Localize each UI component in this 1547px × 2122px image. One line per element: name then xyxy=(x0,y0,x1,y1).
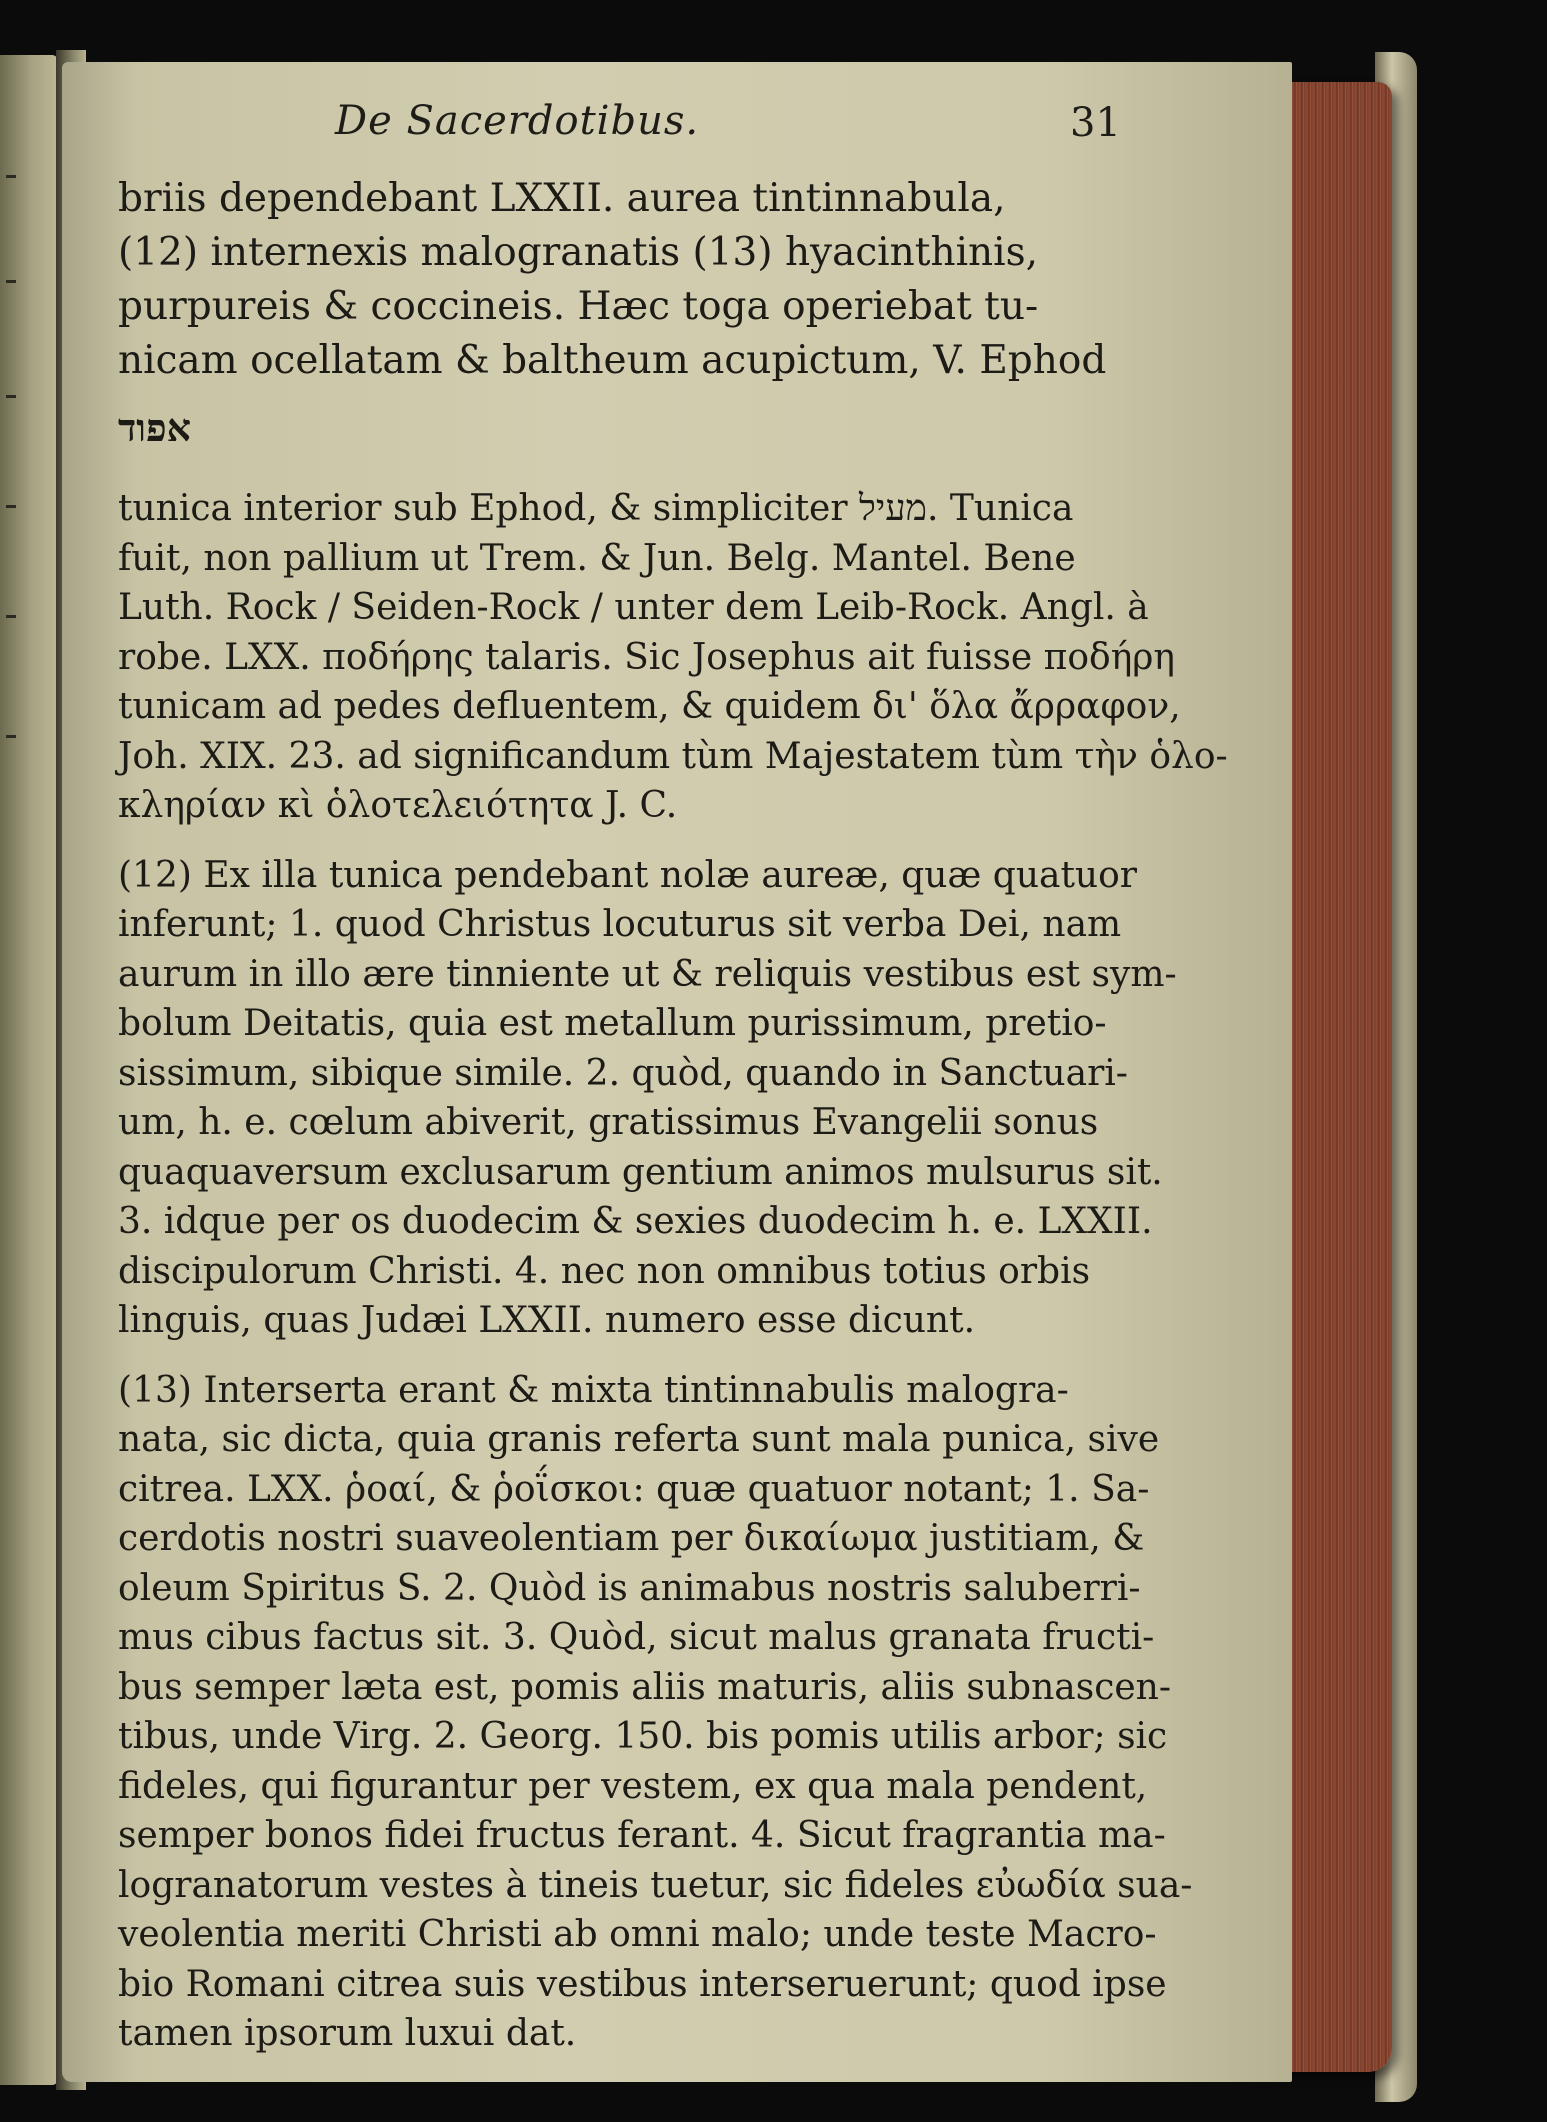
ink-mark xyxy=(6,735,16,738)
text-line: briis dependebant LXXII. aurea tintinnabula, xyxy=(118,176,1006,221)
previous-page-edge xyxy=(0,55,58,2085)
text-line: purpureis & coccineis. Hæc toga operiebat tu- xyxy=(118,284,1039,329)
ink-mark xyxy=(6,175,16,178)
text-line: discipulorum Christi. 4. nec non omnibus totius orbis xyxy=(118,1250,1091,1292)
text-line: logranatorum vestes à tineis tuetur, sic fideles εὐωδία sua- xyxy=(118,1864,1193,1906)
text-line: bolum Deitatis, quia est metallum purissimum, pretio- xyxy=(118,1003,1107,1044)
text-line: tamen ipsorum luxui dat. xyxy=(118,2013,577,2054)
ink-mark xyxy=(6,395,16,398)
text-line: sissimum, sibique simile. 2. quòd, quando in Sanctuari- xyxy=(118,1052,1128,1094)
page-number: 31 xyxy=(1070,100,1121,146)
page-body xyxy=(118,172,1228,2059)
text-line: veolentia meriti Christi ab omni malo; unde teste Macro- xyxy=(118,1914,1157,1955)
text-line: cerdotis nostri suaveolentiam per δικαίωμα justitiam, & xyxy=(118,1518,1145,1559)
text-line: robe. LXX. ποδήρης talaris. Sic Josephus ait fuisse ποδήρη xyxy=(118,636,1175,678)
text-line: um, h. e. cœlum abiverit, gratissimus Evangelii sonus xyxy=(118,1102,1099,1143)
page-header xyxy=(335,98,1121,168)
text-line: tibus, unde Virg. 2. Georg. 150. bis pomis utilis arbor; sic xyxy=(118,1716,1168,1757)
footnote-12-start: (12) Ex illa tunica pendebant nolæ aureæ, quæ quatuor xyxy=(118,854,1138,896)
text-line: nata, sic dicta, quia granis referta sunt mala punica, sive xyxy=(118,1419,1160,1460)
text-line: 3. idque per os duodecim & sexies duodecim h. e. LXXII. xyxy=(118,1201,1153,1242)
text-line: mus cibus factus sit. 3. Quòd, sicut malus granata fructi- xyxy=(118,1617,1155,1658)
ink-mark xyxy=(6,280,16,283)
text-line: inferunt; 1. quod Christus locuturus sit verba Dei, nam xyxy=(118,904,1122,945)
text-line: Luth. Rock / Seiden-Rock / unter dem Leib-Rock. Angl. à xyxy=(118,587,1149,628)
running-title: De Sacerdotibus. xyxy=(335,98,700,144)
text-line: bus semper læta est, pomis aliis maturis, aliis subnascen- xyxy=(118,1666,1172,1708)
text-line: semper bonos fidei fructus ferant. 4. Sicut fragrantia ma- xyxy=(118,1815,1166,1856)
text-line: linguis, quas Judæi LXXII. numero esse dicunt. xyxy=(118,1300,976,1341)
text-line: bio Romani citrea suis vestibus interseruerunt; quod ipse xyxy=(118,1963,1167,2005)
text-line: tunicam ad pedes defluentem, & quidem δι' ὅλα ἄρραφον, xyxy=(118,686,1181,727)
text-line: tunica interior sub Ephod, & simpliciter מעיל. Tunica xyxy=(118,488,1074,529)
hebrew-word: אפוד xyxy=(118,405,192,450)
footnote-13-start: (13) Interserta erant & mixta tintinnabulis malogra- xyxy=(118,1369,1069,1411)
text-line: Joh. XIX. 23. ad significandum tùm Majestatem tùm τὴν ὁλο- xyxy=(118,735,1228,777)
ink-mark xyxy=(6,615,16,618)
text-line: fideles, qui figurantur per vestem, ex qua mala pendent, xyxy=(118,1765,1148,1807)
text-line: aurum in illo ære tinniente ut & reliquis vestibus est sym- xyxy=(118,953,1177,995)
text-line: oleum Spiritus S. 2. Quòd is animabus nostris saluberri- xyxy=(118,1567,1141,1609)
text-line: fuit, non pallium ut Trem. & Jun. Belg. Mantel. Bene xyxy=(118,537,1076,579)
text-line: κληρίαν κὶ ὁλοτελειότητα J. C. xyxy=(118,785,678,826)
text-line: quaquaversum exclusarum gentium animos mulsurus sit. xyxy=(118,1151,1163,1193)
text-line: citrea. LXX. ῥοαί, & ῥοΐσκοι: quæ quatuor notant; 1. Sa- xyxy=(118,1468,1150,1510)
text-line: (12) internexis malogranatis (13) hyacinthinis, xyxy=(118,230,1039,275)
text-line: nicam ocellatam & baltheum acupictum, V. Ephod xyxy=(118,338,1107,383)
ink-mark xyxy=(6,505,16,508)
